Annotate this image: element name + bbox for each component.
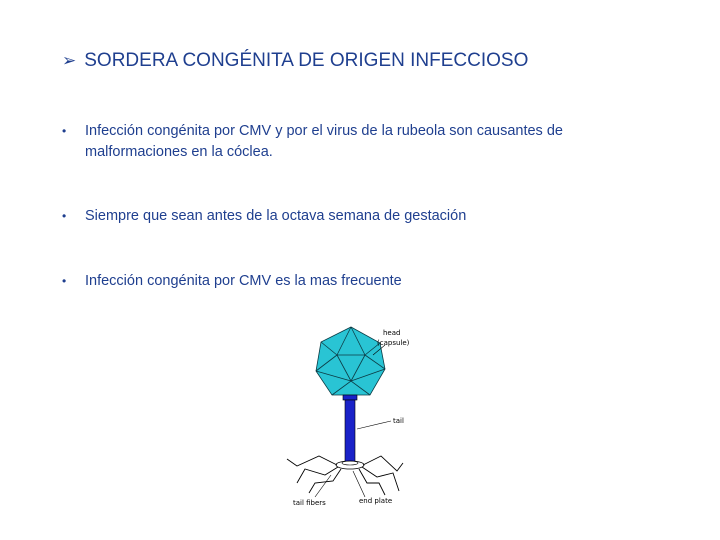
capsid-head	[316, 327, 385, 395]
bacteriophage-diagram	[285, 325, 425, 510]
label-tail: tail	[393, 417, 404, 425]
bacteriophage-illustration	[285, 325, 425, 510]
label-tail-fibers: tail fibers	[293, 499, 326, 507]
bullet-dot-icon: •	[62, 124, 67, 138]
slide-title	[62, 50, 528, 72]
bullet-item	[62, 206, 662, 227]
phage-tail	[345, 400, 355, 462]
arrow-bullet-icon: ➢	[62, 51, 77, 70]
bullet-text: Infección congénita por CMV y por el virus de la rubeola son causantes de malformaciones en la cóclea.	[85, 123, 563, 160]
bullet-dot-icon: •	[62, 209, 67, 223]
bullet-text: Infección congénita por CMV es la mas frecuente	[85, 273, 402, 289]
label-capsule: (capsule)	[377, 339, 410, 347]
slide-title-text: SORDERA CONGÉNITA DE ORIGEN INFECCIOSO	[84, 50, 529, 71]
label-end-plate: end plate	[359, 497, 393, 505]
bullet-dot-icon: •	[62, 274, 67, 288]
bullet-item	[62, 271, 662, 292]
bullet-text: Siempre que sean antes de la octava semana de gestación	[85, 208, 467, 224]
label-head: head	[383, 329, 401, 337]
bullet-item	[62, 121, 662, 163]
